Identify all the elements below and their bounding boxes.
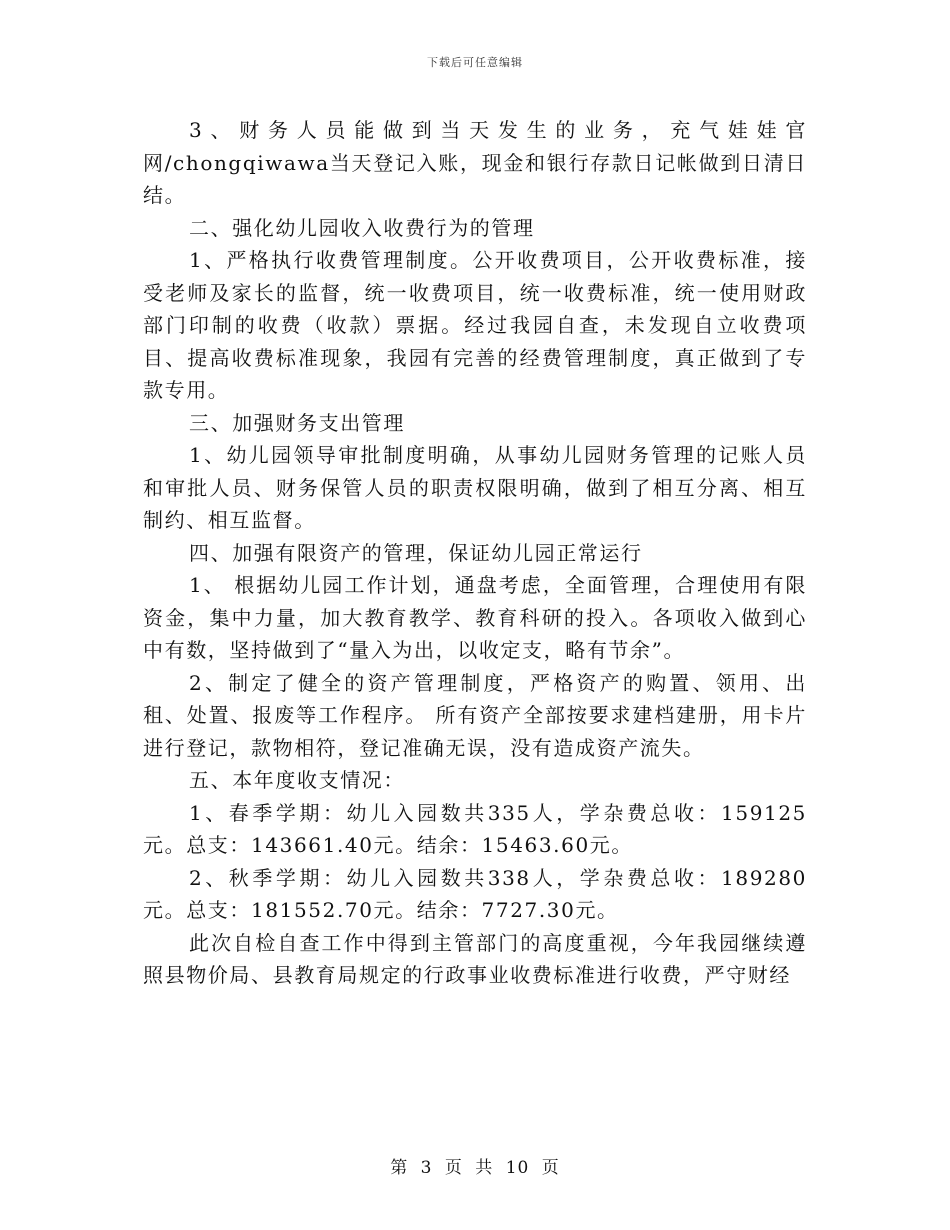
- paragraph-fee-management: 1、严格执行收费管理制度。公开收费项目，公开收费标准，接受老师及家长的监督，统一收费项目，统一收费标准，统一使用财政部门印制的收费（收款）票据。经过我园自查，未发现自立收费项目、提高收费标准现象，我园有完善的经费管理制度，真正做到了专款专用。: [143, 248, 807, 402]
- paragraph-autumn-semester: 2、秋季学期：幼儿入园数共338人，学杂费总收：189280元。总支：181552.70元。结余：7727.30元。: [143, 865, 807, 922]
- paragraph-work-plan: 1、 根据幼儿园工作计划，通盘考虑，全面管理，合理使用有限资金，集中力量，加大教育教学、教育科研的投入。各项收入做到心中有数，坚持做到了“量入为出，以收定支，略有节余”。: [143, 573, 807, 662]
- paragraph-self-inspection: 此次自检自查工作中得到主管部门的高度重视，今年我园继续遵照县物价局、县教育局规定的行政事业收费标准进行收费，严守财经: [143, 930, 807, 987]
- paragraph-asset-management: 2、制定了健全的资产管理制度，严格资产的购置、领用、出租、处置、报废等工作程序。 所有资产全部按要求建档建册，用卡片进行登记，款物相符，登记准确无误，没有造成资产流失。: [143, 670, 807, 760]
- section-heading-5: 五、本年度收支情况：: [189, 768, 405, 792]
- document-body: [143, 114, 807, 992]
- section-heading-3: 三、加强财务支出管理: [189, 410, 405, 435]
- page-header: 下载后可任意编辑: [427, 56, 523, 69]
- paragraph-spring-semester: 1、春季学期：幼儿入园数共335人，学杂费总收：159125元。总支：143661.40元。结余：15463.60元。: [143, 800, 807, 857]
- page-number-footer: 第 3 页 共 10 页: [390, 1158, 560, 1178]
- section-heading-2: 二、强化幼儿园收入收费行为的管理: [189, 215, 535, 240]
- paragraph-accounting-daily: 3、财务人员能做到当天发生的业务，充气娃娃官网/chongqiwawa当天登记入账，现金和银行存款日记帐做到日清日结。: [143, 118, 807, 207]
- section-heading-4: 四、加强有限资产的管理，保证幼儿园正常运行: [189, 540, 643, 565]
- paragraph-approval-system: 1、幼儿园领导审批制度明确，从事幼儿园财务管理的记账人员和审批人员、财务保管人员的职责权限明确，做到了相互分离、相互制约、相互监督。: [143, 443, 807, 532]
